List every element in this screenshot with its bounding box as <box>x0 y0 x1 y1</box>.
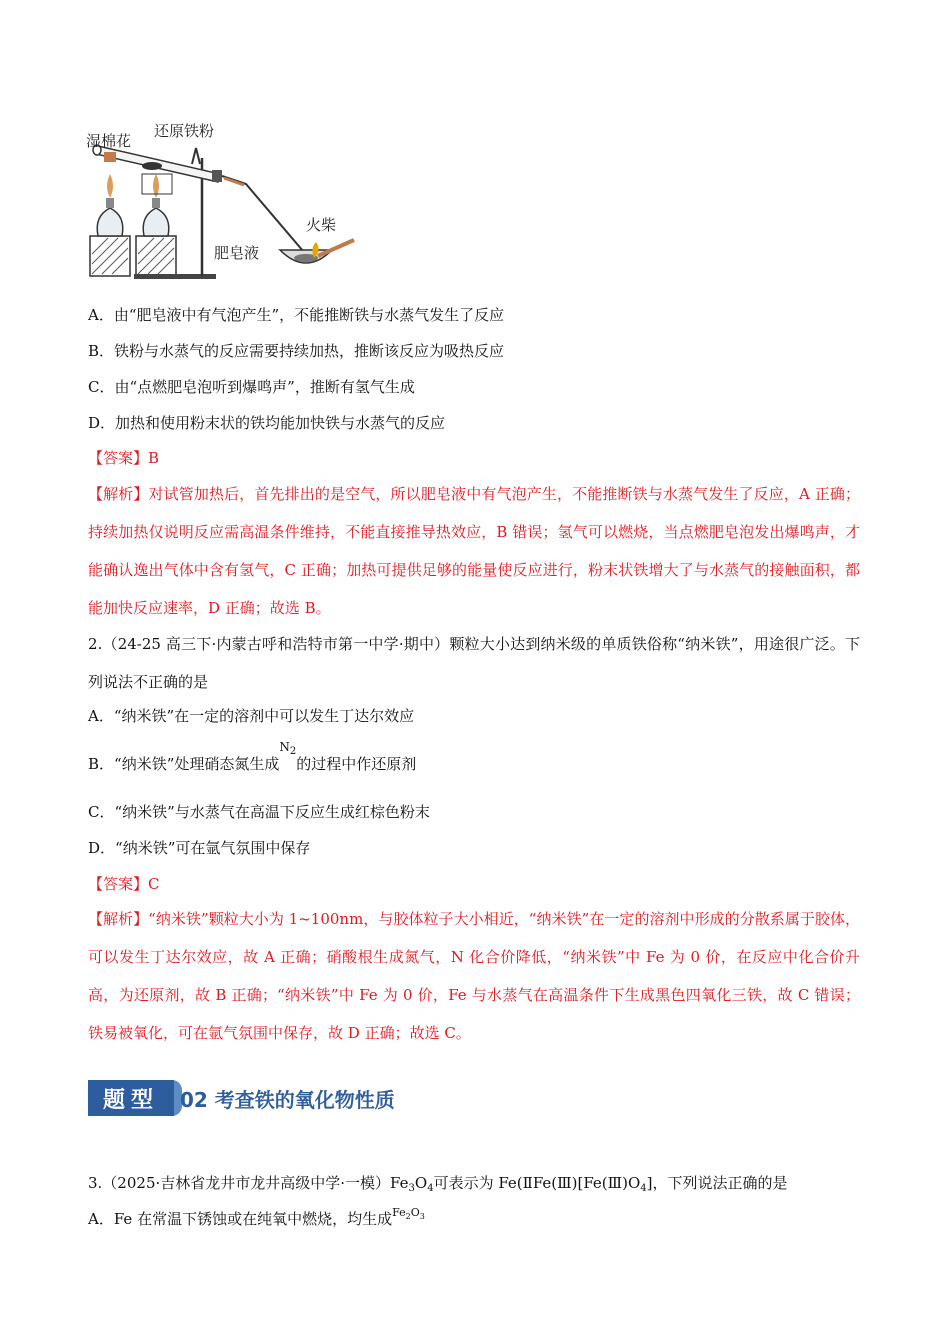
label-soap-solution: 肥皂液 <box>214 244 260 262</box>
q3-stem-post: ]，下列说法正确的是 <box>646 1174 788 1192</box>
apparatus-figure <box>84 118 384 288</box>
q3-stem <box>88 1173 788 1199</box>
label-match: 火柴 <box>306 216 337 234</box>
q2-analysis: 【解析】“纳米铁”颗粒大小为 1~100nm，与胶体粒子大小相近，“纳米铁”在一定的溶剂中形成的分散系属于胶体，可以发生丁达尔效应，故 A 正确；硝酸根生成氮气，N 化合价降低，“纳米铁”中 Fe 为 0 价，在反应中化合价升高，为还原剂，故 B 正确；“纳米铁”中 Fe 为 0 价，Fe 与水蒸气在高温条件下生成黑色四氧化三铁，故 C 错误；铁易被氧化，可在氩气氛围中保存，故 D 正确；故选 C。 <box>88 910 860 1042</box>
q1-option-b: B．铁粉与水蒸气的反应需要持续加热，推断该反应为吸热反应 <box>88 342 505 360</box>
q1-option-c: C．由“点燃肥皂泡听到爆鸣声”，推断有氢气生成 <box>88 378 415 396</box>
fe2o3-formula <box>392 1206 425 1219</box>
q2-answer: 【答案】C <box>88 875 160 893</box>
q3-sub-3: 4 <box>640 1183 647 1194</box>
n2-formula <box>279 740 297 757</box>
q3-stem-pre: 3.（2025·吉林省龙井市龙井高级中学·一模）Fe <box>88 1174 409 1192</box>
q2-option-b-post: 的过程中作还原剂 <box>296 755 417 773</box>
section-title: 02 考查铁的氧化物性质 <box>180 1088 395 1112</box>
q1-option-a: A．由“肥皂液中有气泡产生”，不能推断铁与水蒸气发生了反应 <box>88 306 505 324</box>
fe2o3-fe: Fe <box>392 1206 406 1219</box>
q3-stem-mid-1: O <box>414 1174 428 1192</box>
q2-option-d: D．“纳米铁”可在氩气氛围中保存 <box>88 839 311 857</box>
q1-answer: 【答案】B <box>88 449 160 467</box>
q1-analysis: 【解析】对试管加热后，首先排出的是空气，所以肥皂液中有气泡产生，不能推断铁与水蒸气发生了反应，A 正确；持续加热仅说明反应需高温条件维持，不能直接推导热效应，B 错误；氢气可以燃烧，当点燃肥皂泡发出爆鸣声，才能确认逸出气体中含有氢气，C 正确；加热可提供足够的能量使反应进行，粉末状铁增大了与水蒸气的接触面积，都能加快反应速率，D 正确；故选 B。 <box>88 485 860 617</box>
q3-option-a-text: A．Fe 在常温下锈蚀或在纯氧中燃烧，均生成 <box>88 1210 393 1228</box>
q2-option-b-pre: B．“纳米铁”处理硝态氮生成 <box>88 755 280 773</box>
q2-stem: 2.（24-25 高三下·内蒙古呼和浩特市第一中学·期中）颗粒大小达到纳米级的单质铁俗称“纳米铁”，用途很广泛。下列说法不正确的是 <box>88 635 860 691</box>
q3-sub-2: 4 <box>427 1183 434 1194</box>
label-wet-cotton: 湿棉花 <box>86 132 132 150</box>
fe2o3-sub-3: 3 <box>419 1212 425 1221</box>
fe2o3-sub-2: 2 <box>405 1212 411 1221</box>
fe2o3-o: O <box>410 1206 420 1219</box>
q1-option-d: D．加热和使用粉末状的铁均能加快铁与水蒸气的反应 <box>88 414 446 432</box>
n2-main: N <box>279 740 290 754</box>
n2-subscript: 2 <box>289 746 297 757</box>
section-banner <box>88 1080 428 1116</box>
section-badge: 题型 <box>88 1080 174 1116</box>
q2-option-c: C．“纳米铁”与水蒸气在高温下反应生成红棕色粉末 <box>88 803 430 821</box>
q3-stem-mid-2: 可表示为 Fe(ⅡFe(Ⅲ)[Fe(Ⅲ)O <box>433 1174 641 1192</box>
label-iron-powder: 还原铁粉 <box>154 122 215 140</box>
q3-sub-1: 3 <box>408 1183 415 1194</box>
q2-option-b <box>88 740 417 780</box>
q3-option-a <box>88 1206 425 1235</box>
q2-option-a: A．“纳米铁”在一定的溶剂中可以发生丁达尔效应 <box>88 707 415 725</box>
